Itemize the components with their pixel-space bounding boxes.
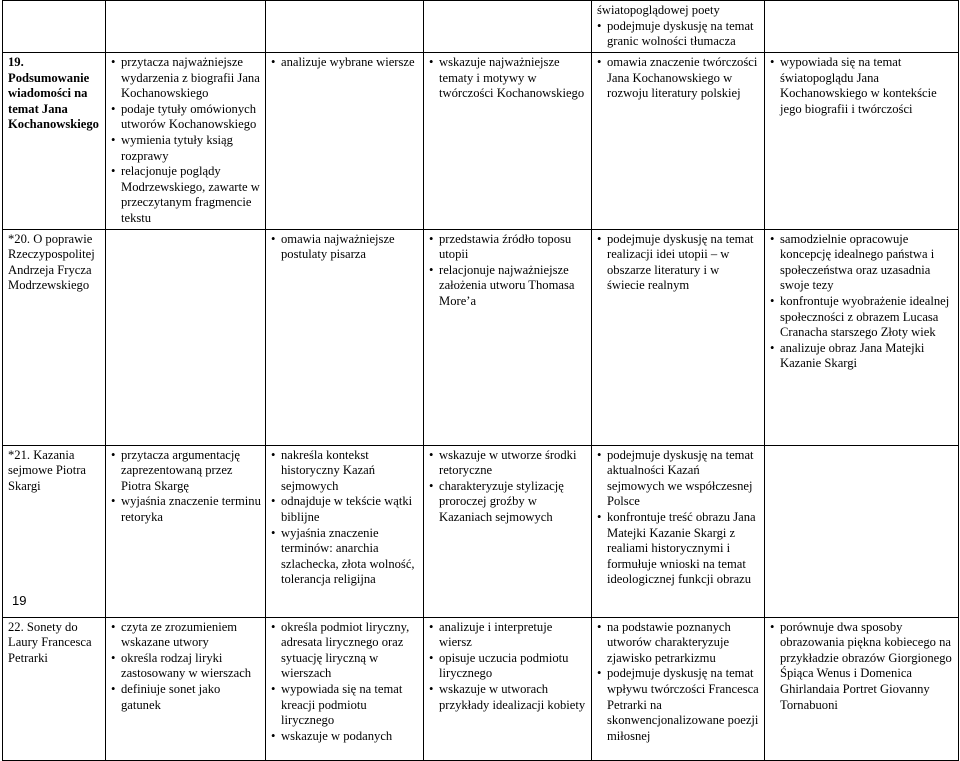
list-item: • relacjonuje poglądy Modrzewskiego, zawarte w przeczytanym fragmencie tekstu: [111, 164, 261, 226]
list-item: • omawia najważniejsze postulaty pisarza: [271, 232, 419, 263]
bullet-list: [111, 55, 261, 227]
bullet-list: [597, 232, 760, 294]
carryover-cell-3: [424, 1, 592, 53]
list-item: • wskazuje najważniejsze tematy i motywy w twórczości Kochanowskiego: [429, 55, 587, 102]
list-item: • odnajduje w tekście wątki biblijne: [271, 494, 419, 525]
carryover-item: • podejmuje dyskusję na temat granic wolności tłumacza: [597, 19, 760, 50]
carryover-cell-1: [106, 1, 266, 53]
list-item: • czyta ze zrozumieniem wskazane utwory: [111, 620, 261, 651]
requirements-cell: [106, 229, 266, 445]
topic-cell: [3, 53, 106, 230]
list-item: • wskazuje w utworze środki retoryczne: [429, 448, 587, 479]
requirements-cell: [765, 445, 959, 617]
requirements-cell: [592, 229, 765, 445]
list-item: • określa podmiot liryczny, adresata lirycznego oraz sytuację liryczną w wierszach: [271, 620, 419, 682]
requirements-cell: [765, 229, 959, 445]
list-item: • relacjonuje najważniejsze założenia utworu Thomasa More’a: [429, 263, 587, 310]
requirements-cell: [765, 617, 959, 760]
list-item: • podejmuje dyskusję na temat realizacji idei utopii – w obszarze literatury i w świecie realnym: [597, 232, 760, 294]
carryover-cell-2: [266, 1, 424, 53]
bullet-list: [429, 448, 587, 526]
requirements-cell: [765, 53, 959, 230]
carryover-row: [3, 1, 959, 53]
list-item: • określa rodzaj liryki zastosowany w wierszach: [111, 651, 261, 682]
bullet-list: [429, 620, 587, 714]
requirements-cell: [424, 445, 592, 617]
requirements-cell: [266, 53, 424, 230]
list-item: • analizuje obraz Jana Matejki Kazanie Skargi: [770, 341, 954, 372]
topic-title: *20. O poprawie Rzeczypospolitej Andrzeja Frycza Modrzewskiego: [8, 231, 95, 293]
list-item: • konfrontuje wyobrażenie idealnej społeczności z obrazem Lucasa Cranacha starszego Złoty wiek: [770, 294, 954, 341]
list-item: • wypowiada się na temat światopoglądu Jana Kochanowskiego w kontekście jego biografii i twórczości: [770, 55, 954, 117]
topic-title: 19. Podsumowanie wiadomości na temat Jana Kochanowskiego: [8, 55, 99, 132]
list-item: • przytacza najważniejsze wydarzenia z biografii Jana Kochanowskiego: [111, 55, 261, 102]
carryover-list: [597, 19, 760, 50]
table-row: [3, 53, 959, 230]
list-item: • konfrontuje treść obrazu Jana Matejki Kazanie Skargi z realiami historycznymi i formułuje wnioski na temat ideologicznej funkcji obrazu: [597, 510, 760, 588]
list-item: • nakreśla kontekst historyczny Kazań sejmowych: [271, 448, 419, 495]
bullet-list: [597, 620, 760, 745]
bullet-list: [271, 232, 419, 263]
bullet-list: [271, 55, 419, 71]
lesson-plan-table: [2, 0, 959, 761]
requirements-cell: [266, 617, 424, 760]
requirements-cell: [424, 53, 592, 230]
list-item: • wyjaśnia znaczenie terminów: anarchia szlachecka, złota wolność, tolerancja religijna: [271, 526, 419, 588]
topic-cell: [3, 229, 106, 445]
list-item: • opisuje uczucia podmiotu lirycznego: [429, 651, 587, 682]
requirements-cell: [424, 617, 592, 760]
bullet-list: [770, 232, 954, 372]
list-item: • omawia znaczenie twórczości Jana Kochanowskiego w rozwoju literatury polskiej: [597, 55, 760, 102]
requirements-cell: [592, 617, 765, 760]
carryover-text-0: światopoglądowej poety: [597, 3, 720, 17]
bullet-list: [770, 620, 954, 714]
bullet-list: [597, 448, 760, 588]
list-item: • wyjaśnia znaczenie terminu retoryka: [111, 494, 261, 525]
topic-title: 22. Sonety do Laury Francesca Petrarki: [8, 619, 92, 665]
list-item: • wypowiada się na temat kreacji podmiotu lirycznego: [271, 682, 419, 729]
topic-cell: [3, 445, 106, 617]
list-item: • na podstawie poznanych utworów charakteryzuje zjawisko petrarkizmu: [597, 620, 760, 667]
bullet-list: [271, 448, 419, 588]
list-item: • przedstawia źródło toposu utopii: [429, 232, 587, 263]
list-item: • definiuje sonet jako gatunek: [111, 682, 261, 713]
list-item: • podaje tytuły omówionych utworów Kochanowskiego: [111, 102, 261, 133]
page-number: 19: [12, 593, 27, 608]
requirements-cell: [266, 445, 424, 617]
table-row: [3, 445, 959, 617]
bullet-list: [429, 232, 587, 310]
list-item: • wskazuje w podanych: [271, 729, 419, 745]
bullet-list: [770, 55, 954, 117]
list-item: • porównuje dwa sposoby obrazowania piękna kobiecego na przykładzie obrazów Giorgionego Śpiąca Wenus i Domenica Ghirlandaia Portret Giovanny Tornabuoni: [770, 620, 954, 714]
requirements-cell: [592, 445, 765, 617]
carryover-topic-cell: [3, 1, 106, 53]
requirements-cell: [592, 53, 765, 230]
bullet-list: [111, 448, 261, 526]
bullet-list: [597, 55, 760, 102]
list-item: • wskazuje w utworach przykłady idealizacji kobiety: [429, 682, 587, 713]
list-item: • analizuje i interpretuje wiersz: [429, 620, 587, 651]
list-item: • samodzielnie opracowuje koncepcję idealnego państwa i społeczeństwa oraz uzasadnia swoje tezy: [770, 232, 954, 294]
bullet-list: [111, 620, 261, 714]
table-row: [3, 617, 959, 760]
list-item: • podejmuje dyskusję na temat wpływu twórczości Francesca Petrarki na skonwencjonalizowane poezji miłosnej: [597, 666, 760, 744]
list-item: • charakteryzuje stylizację proroczej groźby w Kazaniach sejmowych: [429, 479, 587, 526]
carryover-cell-5: [765, 1, 959, 53]
requirements-cell: [106, 617, 266, 760]
topic-cell: [3, 617, 106, 760]
list-item: • wymienia tytuły ksiąg rozprawy: [111, 133, 261, 164]
list-item: • podejmuje dyskusję na temat aktualności Kazań sejmowych we współczesnej Polsce: [597, 448, 760, 510]
carryover-cell-4: [592, 1, 765, 53]
topic-title: *21. Kazania sejmowe Piotra Skargi: [8, 447, 86, 493]
table-row: [3, 229, 959, 445]
requirements-cell: [424, 229, 592, 445]
bullet-list: [271, 620, 419, 745]
requirements-cell: [106, 445, 266, 617]
list-item: • analizuje wybrane wiersze: [271, 55, 419, 71]
requirements-cell: [106, 53, 266, 230]
list-item: • przytacza argumentację zaprezentowaną przez Piotra Skargę: [111, 448, 261, 495]
requirements-cell: [266, 229, 424, 445]
bullet-list: [429, 55, 587, 102]
